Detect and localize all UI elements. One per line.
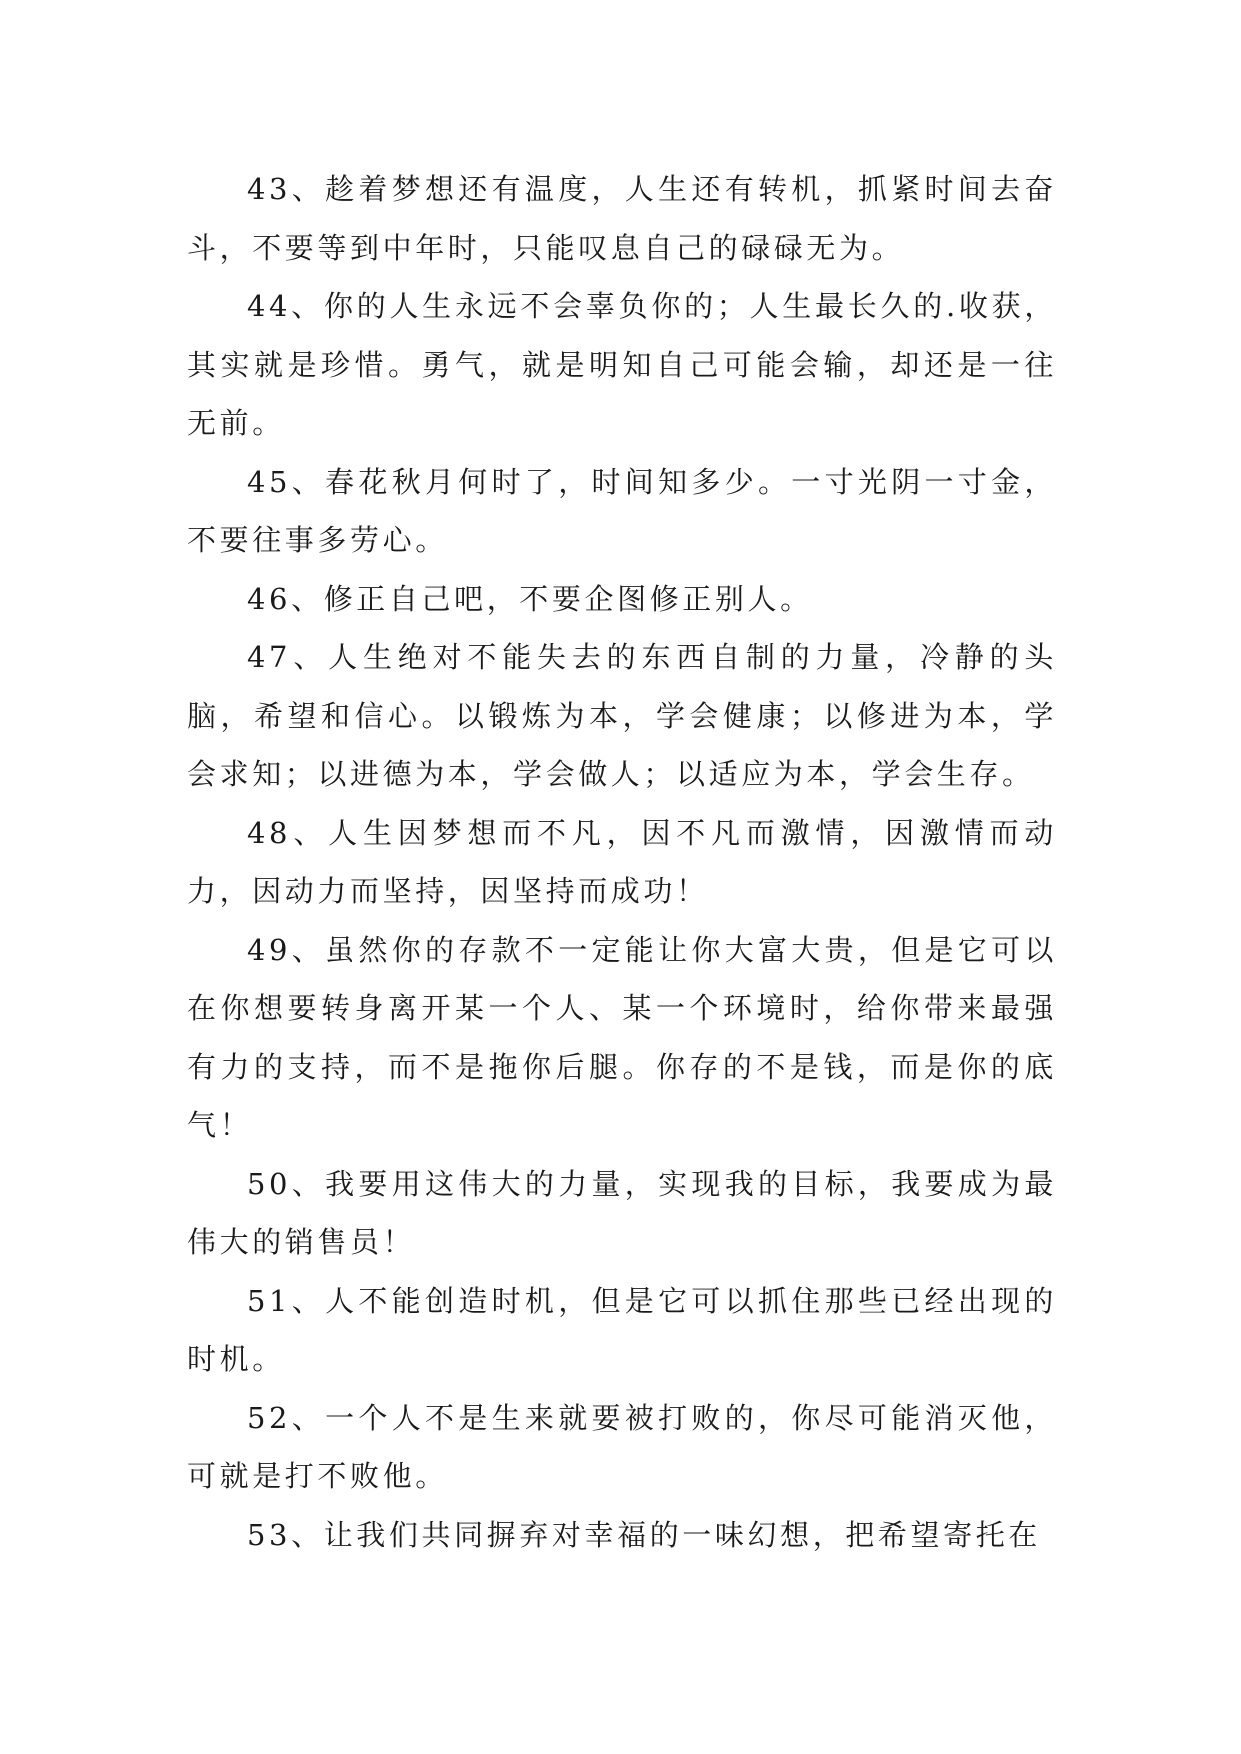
paragraph-50: 50、我要用这伟大的力量，实现我的目标，我要成为最伟大的销售员！ <box>187 1166 1057 1259</box>
paragraph-49: 49、虽然你的存款不一定能让你大富大贵，但是它可以在你想要转身离开某一个人、某一个环境时，给你带来最强有力的支持，而不是拖你后腿。你存的不是钱，而是你的底气！ <box>187 932 1057 1142</box>
paragraph-43: 43、趁着梦想还有温度，人生还有转机，抓紧时间去奋斗，不要等到中年时，只能叹息自己的碌碌无为。 <box>187 172 1057 265</box>
paragraph-52: 52、一个人不是生来就要被打败的，你尽可能消灭他，可就是打不败他。 <box>187 1400 1057 1493</box>
document-body <box>187 160 1057 1564</box>
paragraph-45: 45、春花秋月何时了，时间知多少。一寸光阴一寸金，不要往事多劳心。 <box>187 464 1057 557</box>
paragraph-48: 48、人生因梦想而不凡，因不凡而激情，因激情而动力，因动力而坚持，因坚持而成功！ <box>187 815 1057 908</box>
paragraph-46: 46、修正自己吧，不要企图修正别人。 <box>247 581 813 616</box>
paragraph-53: 53、让我们共同摒弃对幸福的一味幻想，把希望寄托在 <box>247 1517 1041 1552</box>
paragraph-51: 51、人不能创造时机，但是它可以抓住那些已经出现的时机。 <box>187 1283 1057 1376</box>
paragraph-44: 44、你的人生永远不会辜负你的；人生最长久的.收获，其实就是珍惜。勇气，就是明知自己可能会输，却还是一往无前。 <box>187 289 1057 440</box>
paragraph-47: 47、人生绝对不能失去的东西自制的力量，冷静的头脑，希望和信心。以锻炼为本，学会健康；以修进为本，学会求知；以进德为本，学会做人；以适应为本，学会生存。 <box>187 640 1057 791</box>
